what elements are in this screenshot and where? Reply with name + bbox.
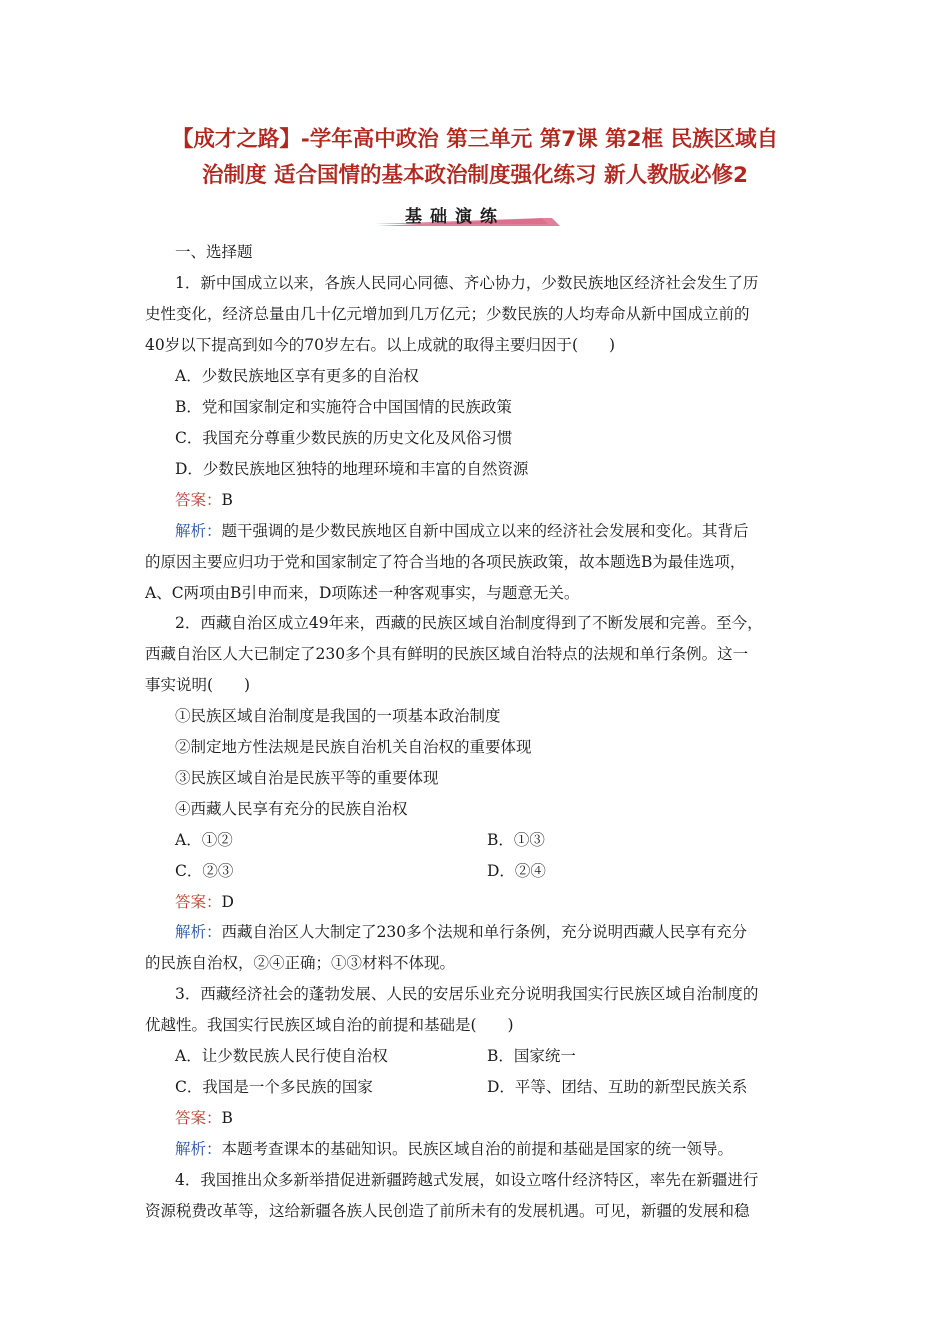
q2-answer-value: D [221,893,234,911]
q1-explanation-text-1: 题干强调的是少数民族地区自新中国成立以来的经济社会发展和变化。其背后 [221,522,749,540]
q3-stem-line-2: 优越性。我国实行民族区域自治的前提和基础是( ) [145,1016,514,1034]
q2-option-d: D．②④ [487,862,546,880]
q1-stem-line-1: 1．新中国成立以来，各族人民同心同德、齐心协力，少数民族地区经济社会发生了历 [175,274,759,292]
q3-option-c: C．我国是一个多民族的国家 [175,1078,373,1096]
q3-stem-line-1: 3．西藏经济社会的蓬勃发展、人民的安居乐业充分说明我国实行民族区域自治制度的 [175,985,759,1003]
q1-stem-line-3: 40岁以下提高到如今的70岁左右。以上成就的取得主要归因于( ) [145,336,616,354]
explanation-label: 解析： [175,923,222,941]
q2-explanation-line-2: 的民族自治权，②④正确；①③材料不体现。 [145,954,456,972]
q1-option-b: B．党和国家制定和实施符合中国国情的民族政策 [175,398,512,416]
q3-explanation-text-1: 本题考查课本的基础知识。民族区域自治的前提和基础是国家的统一领导。 [221,1140,734,1158]
q2-explanation-text-1: 西藏自治区人大制定了230多个法规和单行条例，充分说明西藏人民享有充分 [221,923,748,941]
section-heading: 一、选择题 [175,243,253,261]
answer-label: 答案： [175,893,222,911]
q1-option-c: C．我国充分尊重少数民族的历史文化及风俗习惯 [175,429,513,447]
q2-statement-3: ③民族区域自治是民族平等的重要体现 [175,769,439,787]
q2-answer [175,892,234,912]
q2-statement-1: ①民族区域自治制度是我国的一项基本政治制度 [175,707,501,725]
q2-stem-line-3: 事实说明( ) [145,676,251,694]
banner-title: 基础演练 [405,207,505,227]
q3-option-b: B．国家统一 [487,1047,576,1065]
q1-answer-value: B [221,491,233,509]
section-banner [370,200,570,228]
q2-explanation-line-1 [175,922,747,942]
q2-statement-2: ②制定地方性法规是民族自治机关自治权的重要体现 [175,738,532,756]
q3-answer-value: B [221,1109,233,1127]
document-title-line-1: 【成才之路】-学年高中政治 第三单元 第7课 第2框 民族区域自 [171,127,779,152]
q1-explanation-line-1 [175,521,749,541]
answer-label: 答案： [175,1109,222,1127]
answer-label: 答案： [175,491,222,509]
q2-stem-line-1: 2．西藏自治区成立49年来，西藏的民族区域自治制度得到了不断发展和完善。至今， [175,614,763,632]
q3-option-d: D．平等、团结、互助的新型民族关系 [487,1078,748,1096]
q1-explanation-line-3: A、C两项由B引申而来，D项陈述一种客观事实，与题意无关。 [145,584,580,602]
q1-explanation-line-2: 的原因主要应归功于党和国家制定了符合当地的各项民族政策，故本题选B为最佳选项， [145,553,746,571]
explanation-label: 解析： [175,522,222,540]
q1-answer [175,490,233,510]
explanation-label: 解析： [175,1140,222,1158]
q3-answer [175,1108,233,1128]
q1-option-d: D．少数民族地区独特的地理环境和丰富的自然资源 [175,460,529,478]
q1-stem-line-2: 史性变化，经济总量由几十亿元增加到几万亿元；少数民族的人均寿命从新中国成立前的 [145,305,750,323]
q2-statement-4: ④西藏人民享有充分的民族自治权 [175,800,408,818]
q4-stem-line-2: 资源税费改革等，这给新疆各族人民创造了前所未有的发展机遇。可见，新疆的发展和稳 [145,1202,750,1220]
q2-option-a: A．①② [175,831,233,849]
q2-option-b: B．①③ [487,831,545,849]
q2-stem-line-2: 西藏自治区人大已制定了230多个具有鲜明的民族区域自治特点的法规和单行条例。这一 [145,645,749,663]
q3-explanation-line-1 [175,1139,733,1159]
q3-option-a: A．让少数民族人民行使自治权 [175,1047,388,1065]
q1-option-a: A．少数民族地区享有更多的自治权 [175,367,419,385]
document-title-line-2: 治制度 适合国情的基本政治制度强化练习 新人教版必修2 [202,163,748,188]
q2-option-c: C．②③ [175,862,234,880]
q4-stem-line-1: 4．我国推出众多新举措促进新疆跨越式发展，如设立喀什经济特区，率先在新疆进行 [175,1171,759,1189]
